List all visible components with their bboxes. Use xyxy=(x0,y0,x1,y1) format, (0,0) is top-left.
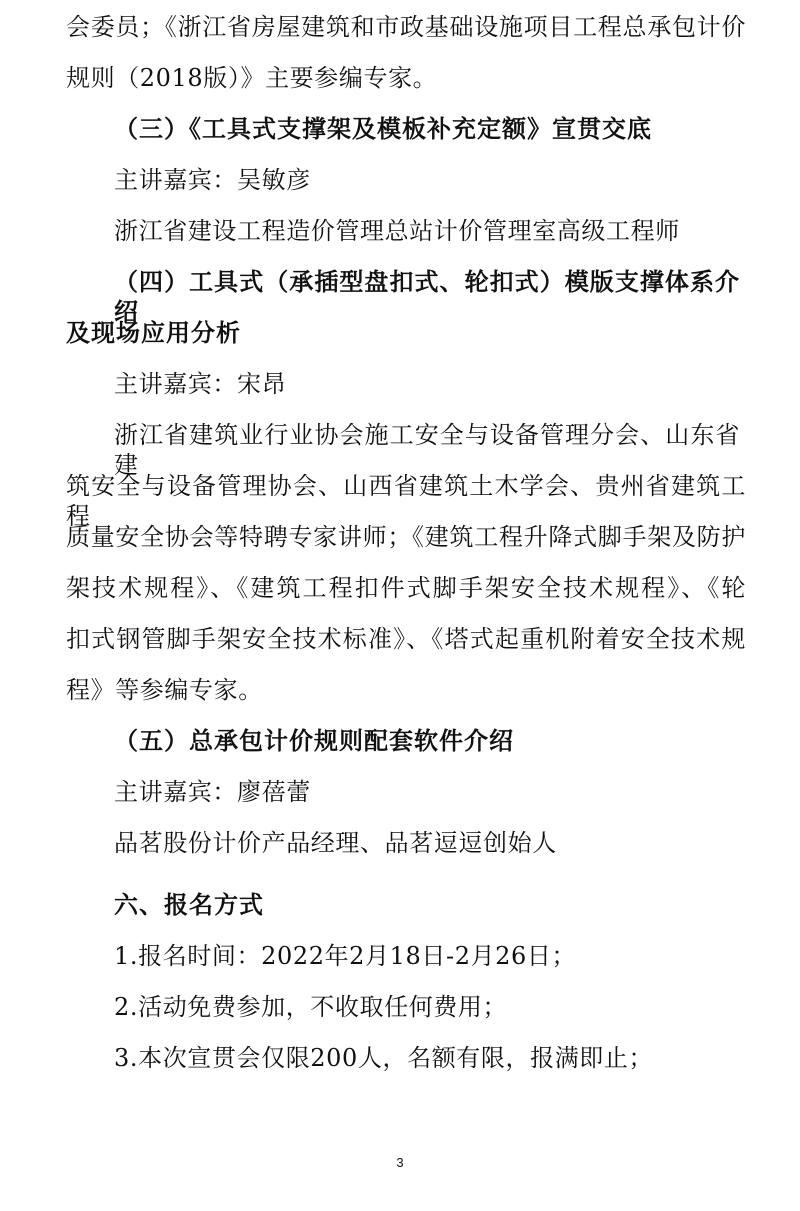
speaker-line-4: 主讲嘉宾：宋昂 xyxy=(114,370,287,398)
speaker-bio-line-5: 扣式钢管脚手架安全技术标准》、《塔式起重机附着安全技术规 xyxy=(66,625,746,653)
speaker-bio-line-3: 质量安全协会等特聘专家讲师；《建筑工程升降式脚手架及防护 xyxy=(66,523,746,551)
speaker-bio-line-2: 筑安全与设备管理协会、山西省建筑土木学会、贵州省建筑工程 xyxy=(66,472,746,530)
speaker-title-3: 浙江省建设工程造价管理总站计价管理室高级工程师 xyxy=(114,217,680,245)
section-heading-3: （三）《工具式支撑架及模板补充定额》宣贯交底 xyxy=(114,115,652,143)
registration-item-2: 2.活动免费参加，不收取任何费用； xyxy=(114,993,508,1021)
registration-item-3: 3.本次宣贯会仅限200人，名额有限，报满即止； xyxy=(114,1044,654,1072)
speaker-title-5: 品茗股份计价产品经理、品茗逗逗创始人 xyxy=(114,829,557,857)
speaker-bio-line-6: 程》等参编专家。 xyxy=(66,676,263,704)
section-heading-4-continued: 及现场应用分析 xyxy=(66,319,241,347)
speaker-line-3: 主讲嘉宾：吴敏彦 xyxy=(114,166,311,194)
paragraph-line-committee-member: 会委员；《浙江省房屋建筑和市政基础设施项目工程总承包计价 xyxy=(66,13,746,41)
section-heading-registration: 六、报名方式 xyxy=(114,891,264,919)
speaker-line-5: 主讲嘉宾：廖蓓蕾 xyxy=(114,778,311,806)
speaker-bio-line-1: 浙江省建筑业行业协会施工安全与设备管理分会、山东省建 xyxy=(114,421,740,479)
registration-item-1: 1.报名时间：2022年2月18日-2月26日； xyxy=(114,942,577,970)
section-heading-5: （五）总承包计价规则配套软件介绍 xyxy=(114,727,514,755)
speaker-bio-line-4: 架技术规程》、《建筑工程扣件式脚手架安全技术规程》、《轮 xyxy=(66,574,746,602)
paragraph-line-chief-editor: 规则（2018版）》主要参编专家。 xyxy=(66,64,438,92)
page-number: 3 xyxy=(396,1155,404,1170)
section-heading-4: （四）工具式（承插型盘扣式、轮扣式）模版支撑体系介绍 xyxy=(114,268,740,326)
